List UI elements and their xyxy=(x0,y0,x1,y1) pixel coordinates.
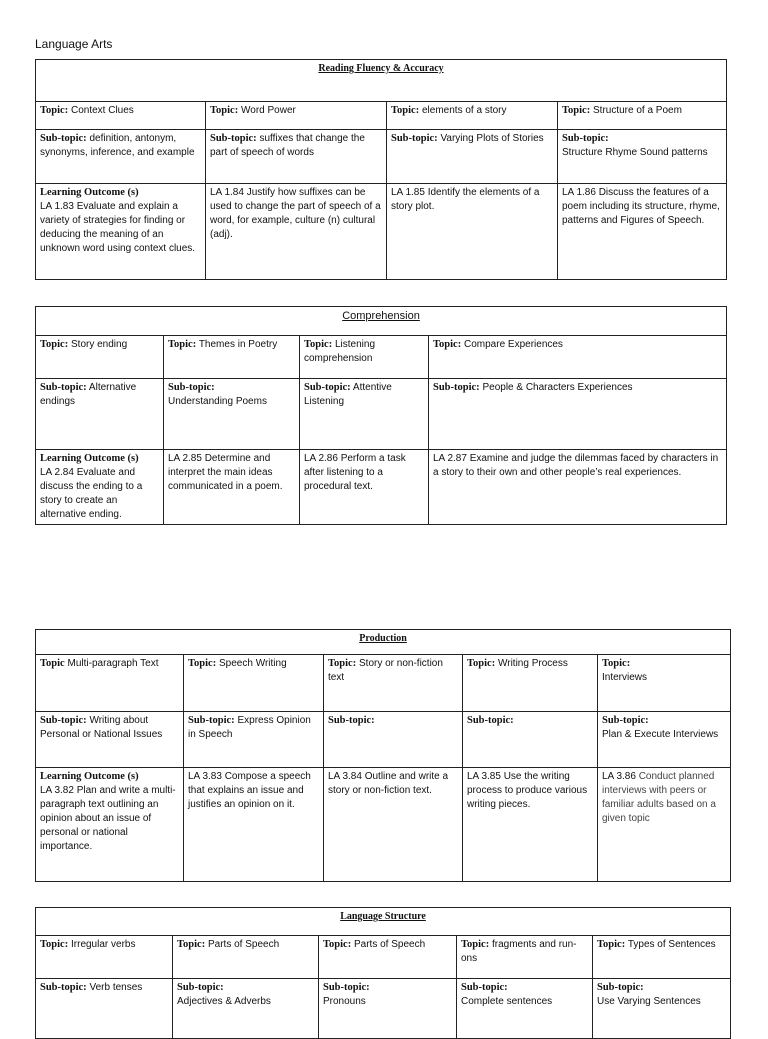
table-caption: Comprehension xyxy=(36,307,727,336)
subtopic-cell: Sub-topic: Express Opinion in Speech xyxy=(184,712,324,768)
subtopic-cell: Sub-topic: Adjectives & Adverbs xyxy=(173,979,319,1039)
outcome-cell: LA 2.85 Determine and interpret the main ideas communicated in a poem. xyxy=(164,450,300,525)
subtopic-cell: Sub-topic: suffixes that change the part of speech of words xyxy=(206,130,387,184)
subtopic-cell: Sub-topic: Pronouns xyxy=(319,979,457,1039)
subtopic-cell: Sub-topic: Plan & Execute Interviews xyxy=(598,712,731,768)
subtopic-cell: Sub-topic: Writing about Personal or National Issues xyxy=(36,712,184,768)
topic-cell: Topic: Word Power xyxy=(206,102,387,130)
outcome-cell: LA 1.86 Discuss the features of a poem including its structure, rhyme, patterns and Figures of Speech. xyxy=(558,184,727,280)
subtopic-cell: Sub-topic: Use Varying Sentences xyxy=(593,979,731,1039)
topic-cell: Topic: Themes in Poetry xyxy=(164,336,300,379)
topic-cell: Topic: Speech Writing xyxy=(184,655,324,712)
topic-cell: Topic: Structure of a Poem xyxy=(558,102,727,130)
outcome-cell: LA 3.83 Compose a speech that explains an issue and justifies an opinion on it. xyxy=(184,768,324,882)
table-caption: Reading Fluency & Accuracy xyxy=(36,60,727,102)
subtopic-cell: Sub-topic: People & Characters Experiences xyxy=(429,379,727,450)
topic-cell: Topic: Context Clues xyxy=(36,102,206,130)
subtopic-cell: Sub-topic: Structure Rhyme Sound patterns xyxy=(558,130,727,184)
outcome-cell: LA 1.85 Identify the elements of a story plot. xyxy=(387,184,558,280)
subtopic-cell: Sub-topic: Understanding Poems xyxy=(164,379,300,450)
subtopic-cell: Sub-topic: Varying Plots of Stories xyxy=(387,130,558,184)
comprehension-table xyxy=(35,306,727,525)
topic-cell: Topic: Types of Sentences xyxy=(593,936,731,979)
subtopic-cell: Sub-topic: Verb tenses xyxy=(36,979,173,1039)
table-caption: Production xyxy=(36,630,731,655)
topic-cell: Topic: Irregular verbs xyxy=(36,936,173,979)
subtopic-cell: Sub-topic: Complete sentences xyxy=(457,979,593,1039)
outcome-cell: LA 2.87 Examine and judge the dilemmas faced by characters in a story to their own and other people’s real experiences. xyxy=(429,450,727,525)
subtopic-cell: Sub-topic: Alternative endings xyxy=(36,379,164,450)
production-table xyxy=(35,629,731,882)
subtopic-cell: Sub-topic: xyxy=(463,712,598,768)
subtopic-cell: Sub-topic: xyxy=(324,712,463,768)
outcome-cell: LA 3.85 Use the writing process to produce various writing pieces. xyxy=(463,768,598,882)
topic-cell: Topic: elements of a story xyxy=(387,102,558,130)
topic-cell: Topic: Compare Experiences xyxy=(429,336,727,379)
outcome-cell: Learning Outcome (s) LA 2.84 Evaluate and discuss the ending to a story to create an alternative ending. xyxy=(36,450,164,525)
topic-cell: Topic: Listening comprehension xyxy=(300,336,429,379)
language-structure-table xyxy=(35,907,731,1039)
outcome-cell: Learning Outcome (s) LA 1.83 Evaluate and explain a variety of strategies for finding or deducing the meaning of an unknown word using context clues. xyxy=(36,184,206,280)
subtopic-cell: Sub-topic: Attentive Listening xyxy=(300,379,429,450)
page-title: Language Arts xyxy=(35,37,113,51)
topic-cell: Topic: fragments and run-ons xyxy=(457,936,593,979)
topic-cell: Topic: Parts of Speech xyxy=(173,936,319,979)
topic-cell: Topic: Story or non-fiction text xyxy=(324,655,463,712)
reading-fluency-table xyxy=(35,59,727,280)
topic-cell: Topic: Parts of Speech xyxy=(319,936,457,979)
subtopic-cell: Sub-topic: definition, antonym, synonyms, inference, and example xyxy=(36,130,206,184)
table-caption: Language Structure xyxy=(36,908,731,936)
outcome-cell: LA 3.86 Conduct planned interviews with peers or familiar adults based on a given topic xyxy=(598,768,731,882)
outcome-cell: LA 1.84 Justify how suffixes can be used to change the part of speech of a word, for example, culture (n) cultural (adj). xyxy=(206,184,387,280)
topic-cell: Topic Multi-paragraph Text xyxy=(36,655,184,712)
topic-cell: Topic: Writing Process xyxy=(463,655,598,712)
topic-cell: Topic: Interviews xyxy=(598,655,731,712)
outcome-cell: LA 2.86 Perform a task after listening to a procedural text. xyxy=(300,450,429,525)
outcome-cell: Learning Outcome (s) LA 3.82 Plan and write a multi-paragraph text outlining an opinion about an issue of personal or national importance. xyxy=(36,768,184,882)
outcome-cell: LA 3.84 Outline and write a story or non-fiction text. xyxy=(324,768,463,882)
topic-cell: Topic: Story ending xyxy=(36,336,164,379)
